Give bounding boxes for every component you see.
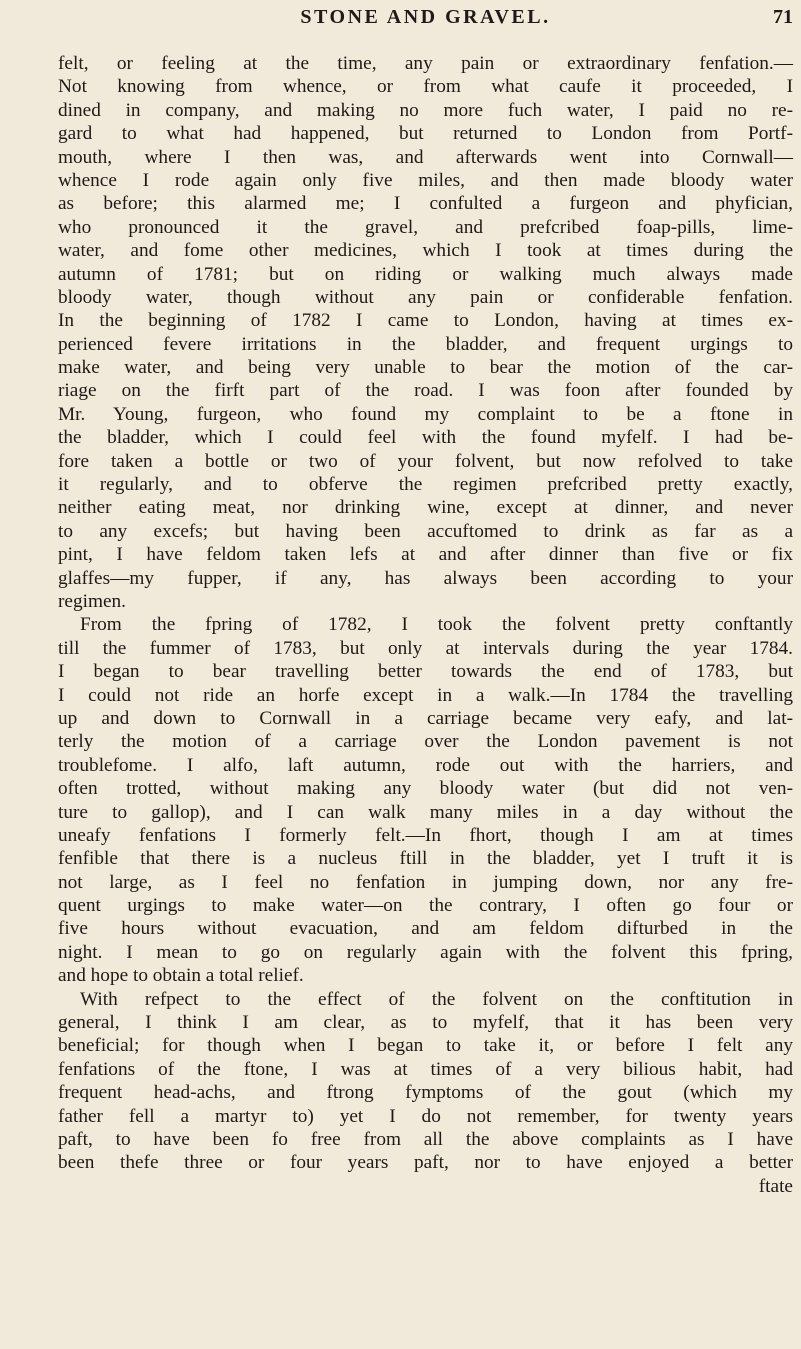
text-line: pint, I have feldom taken lefs at and after dinner than five or fix xyxy=(58,544,793,566)
text-line: not large, as I feel no fenfation in jumping down, nor any fre- xyxy=(58,871,793,893)
text-line: perienced fevere irritations in the bladder, and frequent urgings to xyxy=(58,333,793,355)
text-line: I began to bear travelling better towards the end of 1783, but xyxy=(58,661,793,683)
text-line: I could not ride an horfe except in a walk.—In 1784 the travelling xyxy=(58,684,793,706)
text-line: dined in company, and making no more fuch water, I paid no re- xyxy=(58,99,793,121)
running-head xyxy=(58,6,793,36)
text-line: regimen. xyxy=(58,590,126,612)
text-line: and hope to obtain a total relief. xyxy=(58,965,304,987)
text-line: autumn of 1781; but on riding or walking much always made xyxy=(58,263,793,285)
text-line: neither eating meat, nor drinking wine, except at dinner, and never xyxy=(58,497,793,519)
text-line: terly the motion of a carriage over the London pavement is not xyxy=(58,731,793,753)
catchword: ftate xyxy=(758,1175,793,1197)
text-line: water, and fome other medicines, which I took at times during the xyxy=(58,240,793,262)
text-line: been thefe three or four years paft, nor to have enjoyed a better xyxy=(58,1152,793,1174)
text-line: riage on the firft part of the road. I was foon after founded by xyxy=(58,380,793,402)
text-line: fenfations of the ftone, I was at times of a very bilious habit, had xyxy=(58,1058,793,1080)
text-line: as before; this alarmed me; I confulted a furgeon and phyfician, xyxy=(58,193,793,215)
text-line: ture to gallop), and I can walk many miles in a day without the xyxy=(58,801,793,823)
text-line: frequent head-achs, and ftrong fymptoms of the gout (which my xyxy=(58,1082,793,1104)
text-line: the bladder, which I could feel with the found myfelf. I had be- xyxy=(58,427,793,449)
text-line: father fell a martyr to) yet I do not remember, for twenty years xyxy=(58,1105,793,1127)
text-line: it regularly, and to obferve the regimen prefcribed pretty exactly, xyxy=(58,474,793,496)
page-number: 71 xyxy=(773,6,793,28)
text-line: quent urgings to make water—on the contrary, I often go four or xyxy=(58,895,793,917)
text-line: With refpect to the effect of the folvent on the conftitution in xyxy=(80,988,793,1010)
text-line: felt, or feeling at the time, any pain or extraordinary fenfation.— xyxy=(58,53,793,74)
text-line: to any excefs; but having been accuftomed to drink as far as a xyxy=(58,520,793,542)
text-line: fore taken a bottle or two of your folvent, but now refolved to take xyxy=(58,450,793,472)
text-line: From the fpring of 1782, I took the folvent pretty conftantly xyxy=(80,614,793,636)
text-line: night. I mean to go on regularly again with the folvent this fpring, xyxy=(58,941,793,963)
text-line: Mr. Young, furgeon, who found my complaint to be a ftone in xyxy=(58,403,793,425)
text-line: fenfible that there is a nucleus ftill in the bladder, yet I truft it is xyxy=(58,848,793,870)
text-line: glaffes—my fupper, if any, has always been according to your xyxy=(58,567,793,589)
text-line: general, I think I am clear, as to myfelf, that it has been very xyxy=(58,1012,793,1034)
text-line: troublefome. I alfo, laft autumn, rode out with the harriers, and xyxy=(58,754,793,776)
text-line: mouth, where I then was, and afterwards went into Cornwall— xyxy=(58,146,793,168)
text-line: often trotted, without making any bloody water (but did not ven- xyxy=(58,778,793,800)
text-line: paft, to have been fo free from all the above complaints as I have xyxy=(58,1128,793,1150)
text-line: up and down to Cornwall in a carriage became very eafy, and lat- xyxy=(58,707,793,729)
text-line: make water, and being very unable to bear the motion of the car- xyxy=(58,357,793,379)
text-line: beneficial; for though when I began to take it, or before I felt any xyxy=(58,1035,793,1057)
text-line: whence I rode again only five miles, and then made bloody water xyxy=(58,169,793,191)
text-line: In the beginning of 1782 I came to London, having at times ex- xyxy=(58,310,793,332)
text-line: gard to what had happened, but returned to London from Portf- xyxy=(58,123,793,145)
text-line: uneafy fenfations I formerly felt.—In fhort, though I am at times xyxy=(58,824,793,846)
running-title: STONE AND GRAVEL. xyxy=(300,6,551,28)
text-line: till the fummer of 1783, but only at intervals during the year 1784. xyxy=(58,637,793,659)
text-line: Not knowing from whence, or from what caufe it proceeded, I xyxy=(58,76,793,98)
body-text xyxy=(58,52,793,1198)
text-line: who pronounced it the gravel, and prefcribed foap-pills, lime- xyxy=(58,216,793,238)
text-line: five hours without evacuation, and am feldom difturbed in the xyxy=(58,918,793,940)
text-line: bloody water, though without any pain or confiderable fenfation. xyxy=(58,286,793,308)
